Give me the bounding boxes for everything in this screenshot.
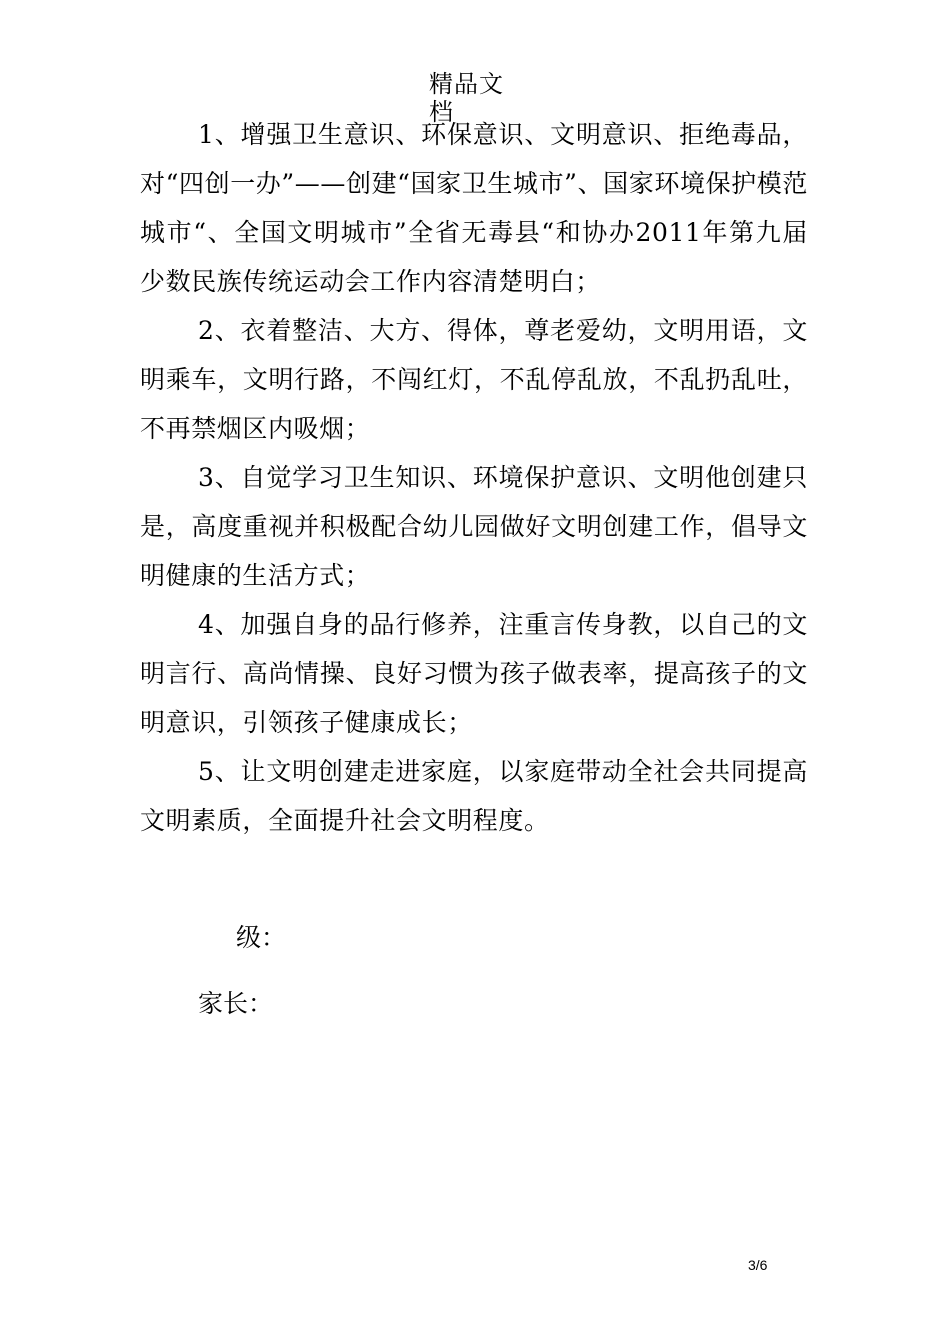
signature-class-label: 级： [236, 923, 287, 952]
paragraph-2: 2、衣着整洁、大方、得体，尊老爱幼，文明用语，文明乘车，文明行路，不闯红灯，不乱停乱放，不乱扔乱吐，不再禁烟区内吸烟； [140, 316, 808, 443]
paragraph-5: 5、让文明创建走进家庭，以家庭带动全社会共同提高文明素质，全面提升社会文明程度。 [140, 757, 808, 835]
document-header-title: 精品文档 [429, 70, 504, 126]
page-number: 3/6 [748, 1257, 768, 1273]
document-body [140, 110, 808, 845]
paragraph-1: 1、增强卫生意识、环保意识、文明意识、拒绝毒品，对“四创一办”——创建“国家卫生城市”、国家环境保护模范城市“、全国文明城市”全省无毒县“和协办2011年第九届少数民族传统运动会工作内容清楚明白； [140, 120, 808, 296]
paragraph-4: 4、加强自身的品行修养，注重言传身教，以自己的文明言行、高尚情操、良好习惯为孩子做表率，提高孩子的文明意识，引领孩子健康成长； [140, 610, 808, 737]
signature-parent-label: 家长： [198, 989, 274, 1018]
paragraph-3: 3、自觉学习卫生知识、环境保护意识、文明他创建只是，高度重视并积极配合幼儿园做好文明创建工作，倡导文明健康的生活方式； [140, 463, 808, 590]
